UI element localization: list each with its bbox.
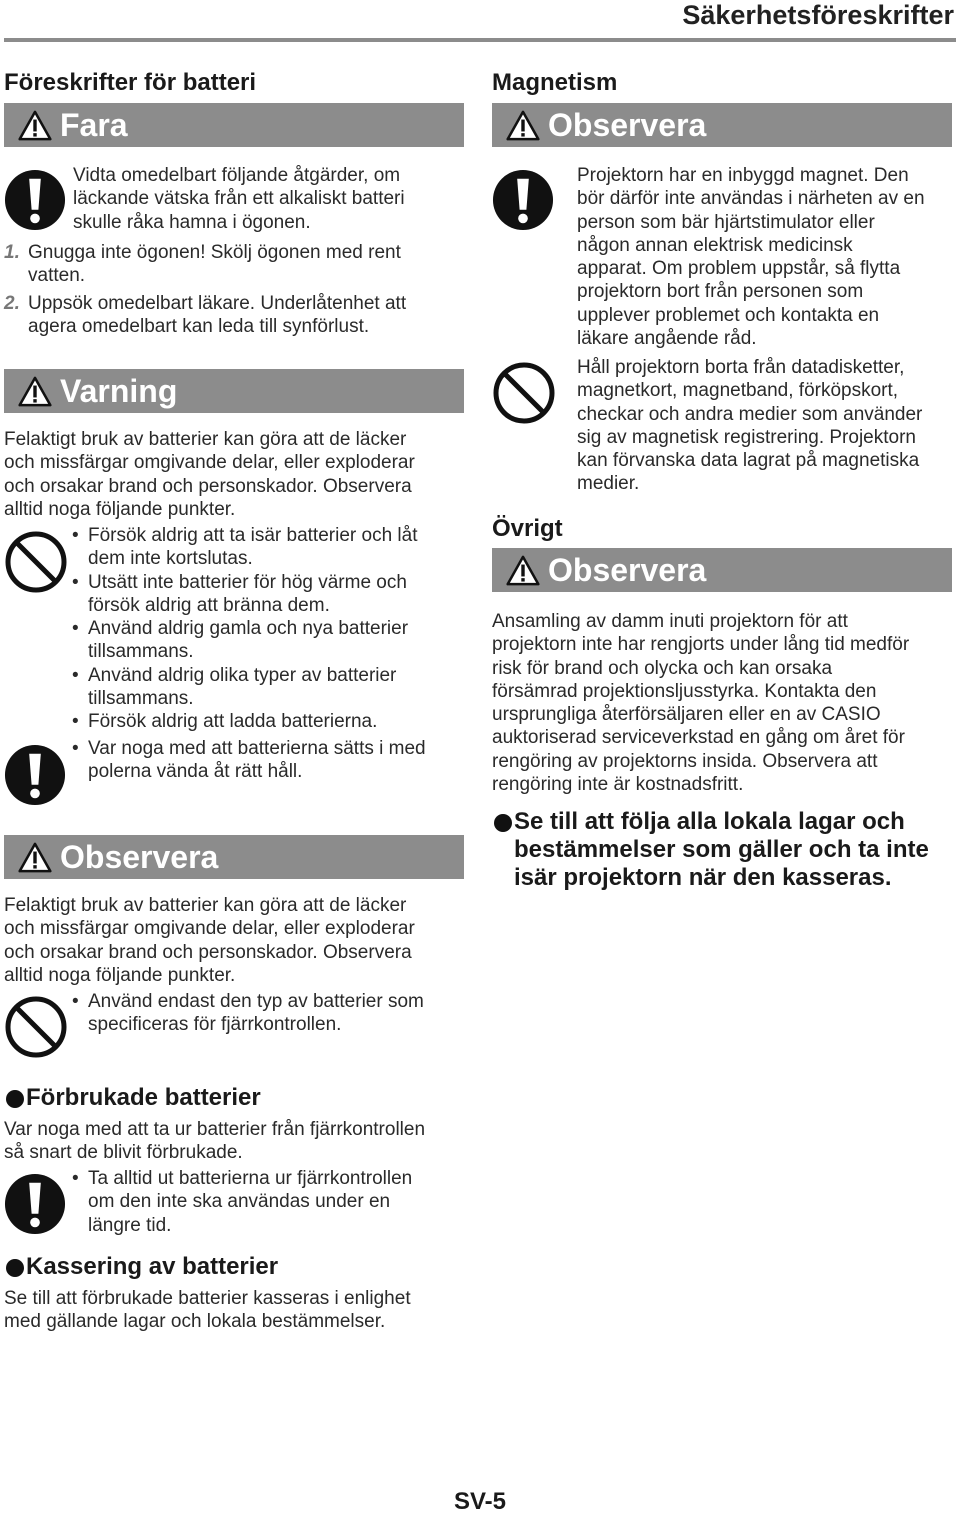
list-item: • Använd aldrig gamla och nya batterier tillsammans.	[72, 618, 409, 663]
warning-triangle-icon	[506, 110, 540, 141]
mandatory-action-icon	[4, 1173, 66, 1235]
mandatory-action-icon	[4, 744, 66, 806]
magnetism-section-title: Magnetism	[492, 69, 618, 96]
fara-steps	[4, 241, 464, 338]
other-observera-label: Observera	[548, 551, 707, 588]
varning-text: Felaktigt bruk av batterier kan göra att de läcker och missfärgar omgivande delar, eller exploderar och orsakar brand och personskador. Observera alltid noga följande punkter.	[4, 429, 415, 520]
prohibition-icon	[4, 995, 68, 1059]
list-item: • Försök aldrig att ta isär batterier och låt dem inte kortslutas.	[72, 525, 418, 570]
bullet-dot-icon	[4, 1258, 26, 1278]
list-item: • Använd endast den typ av batterier som specificeras för fjärrkontrollen.	[72, 991, 424, 1036]
magnetism-observera-label: Observera	[548, 106, 707, 143]
other-section-title: Övrigt	[492, 515, 563, 542]
used-batteries-text: Var noga med att ta ur batterier från fjärrkontrollen så snart de blivit förbrukade.	[4, 1119, 426, 1164]
disposal-text: Se till att förbrukade batterier kasseras i enlighet med gällande lagar och lokala bestämmelser.	[4, 1288, 411, 1333]
list-item: • Använd aldrig olika typer av batterier tillsammans.	[72, 664, 397, 710]
warning-triangle-icon	[506, 555, 540, 586]
varning-banner	[4, 369, 464, 413]
page-number: SV-5	[453, 1488, 507, 1515]
observera-banner	[4, 835, 464, 879]
observera-bullet	[72, 990, 464, 1037]
fara-label: Fara	[60, 106, 128, 143]
observera-text: Felaktigt bruk av batterier kan göra att de läcker och missfärgar omgivande delar, eller exploderar och orsakar brand och personskador. Observera alltid noga följande punkter.	[4, 895, 415, 986]
magnetism-text-2: Håll projektorn borta från datadisketter, magnetkort, magnetband, förköpskort, checkar och andra medier som använder sig av magnetisk registrering. Projektorn kan förvanska data lagrat på magnetiska medier.	[577, 357, 923, 495]
used-batteries-bullet	[72, 1167, 464, 1237]
disposal-law-notice: Se till att följa alla lokala lagar och bestämmelser som gäller och ta inte isär projektorn när den kasseras.	[492, 808, 952, 892]
battery-section-title: Föreskrifter för batteri	[4, 69, 257, 96]
warning-triangle-icon	[18, 842, 52, 873]
prohibition-icon	[4, 530, 68, 594]
warning-triangle-icon	[18, 110, 52, 141]
bullet-dot-icon	[492, 813, 514, 833]
list-item: • Försök aldrig att ladda batterierna.	[72, 711, 378, 733]
varning-bullet-polarity	[72, 737, 464, 784]
list-item: • Var noga med att batterierna sätts i med polerna vända åt rätt håll.	[72, 738, 426, 783]
fara-intro-text: Vidta omedelbart följande åtgärder, om läckande vätska från ett alkaliskt batteri skulle råka hamna i ögonen.	[73, 165, 405, 233]
warning-triangle-icon	[18, 376, 52, 407]
varning-bullets	[72, 524, 464, 734]
mandatory-action-icon	[4, 169, 66, 231]
other-observera-banner	[492, 548, 952, 592]
fara-step-1: 1. Gnugga inte ögonen! Skölj ögonen med rent vatten.	[4, 242, 401, 287]
magnetism-text-1: Projektorn har en inbyggd magnet. Den bör därför inte användas i närheten av en person som bär hjärtstimulator eller någon annan elektrisk medicinsk apparat. Om problem uppstår, så flytta projektorn bort från personen som upplever problemet och kontakta en läkare angående råd.	[577, 165, 925, 350]
page-header-title: Säkerhetsföreskrifter	[682, 0, 954, 30]
fara-banner	[4, 103, 464, 147]
list-item: • Utsätt inte batterier för hög värme och försök aldrig att bränna dem.	[72, 571, 407, 616]
varning-label: Varning	[60, 372, 178, 409]
prohibition-icon	[492, 361, 556, 425]
observera-label: Observera	[60, 838, 219, 875]
fara-step-2: 2. Uppsök omedelbart läkare. Underlåtenhet att agera omedelbart kan leda till synförlust.	[4, 292, 407, 337]
bullet-dot-icon	[4, 1089, 26, 1109]
header-rule	[4, 38, 956, 42]
mandatory-action-icon	[492, 169, 554, 231]
other-text: Ansamling av damm inuti projektorn för att projektorn inte har rengjorts under lång tid medför risk för brand och olycka och kan orsaka försämrad projektionsljusstyrka. Kontakta den ursprungliga återförsäljaren eller en av CASIO auktoriserad serviceverkstad en gång om året för rengöring av projektorns insida. Observera att rengöring inte är kostnadsfritt.	[492, 611, 910, 796]
used-batteries-heading: Förbrukade batterier	[4, 1084, 261, 1112]
disposal-heading: Kassering av batterier	[4, 1253, 278, 1281]
magnetism-observera-banner	[492, 103, 952, 147]
list-item: • Ta alltid ut batterierna ur fjärrkontrollen om den inte ska användas under en längre tid.	[72, 1168, 413, 1236]
